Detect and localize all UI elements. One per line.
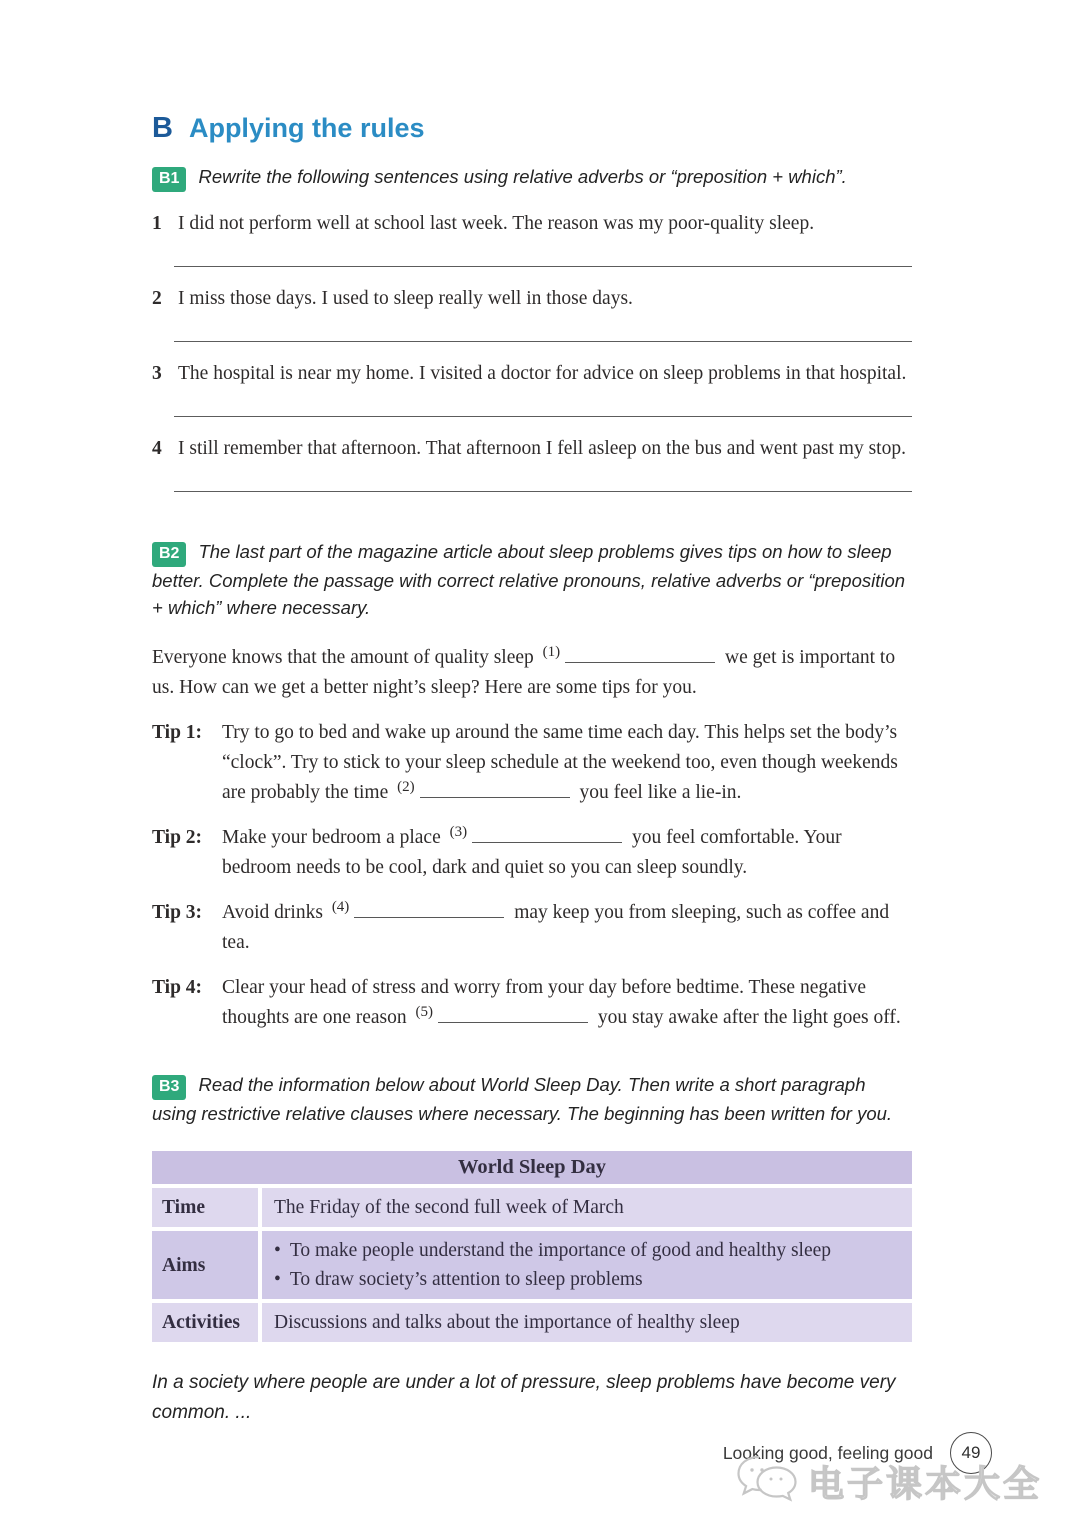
passage-intro: Everyone knows that the amount of quality sleep $^{(1)}$ we get is important to us. How can we get a better night’s sleep? Here are some tips for you. <box>152 644 896 698</box>
b1-items-list <box>152 209 912 492</box>
exercise-item <box>152 434 912 464</box>
bullet-icon: • <box>274 1240 281 1261</box>
exercise-b3-instruction: Read the information below about World Sleep Day. Then write a short paragraph using restrictive relative clauses where necessary. The beginning has been written for you. <box>152 1074 893 1124</box>
bullet-icon: • <box>274 1269 281 1290</box>
table-row-label: Activities <box>152 1303 258 1342</box>
tip-row <box>152 898 912 958</box>
wechat-icon <box>734 1452 800 1511</box>
item-text: I miss those days. I used to sleep really well in those days. <box>178 288 633 309</box>
answer-line <box>174 341 912 342</box>
fill-in-blank <box>438 1008 588 1023</box>
answer-line <box>174 416 912 417</box>
bullet-item <box>274 1265 900 1294</box>
bullet-text: To draw society’s attention to sleep problems <box>289 1269 643 1290</box>
exercise-b2-badge: B2 <box>152 542 186 567</box>
blank-number: (5) <box>415 1004 434 1020</box>
blank-number: (4) <box>331 899 350 915</box>
exercise-b2-instruction: The last part of the magazine article about sleep problems gives tips on how to sleep better. Complete the passage with correct relative pronouns, relative adverbs or “preposition + which” where necessary. <box>152 541 906 618</box>
b2-tips-list <box>152 718 912 1033</box>
table-row-content <box>262 1231 912 1299</box>
watermark-text: 电子课本大全 <box>807 1463 1042 1504</box>
exercise-item <box>152 284 912 314</box>
item-number: 3 <box>152 363 162 384</box>
section-letter: B <box>152 112 173 144</box>
table-row-content: The Friday of the second full week of March <box>262 1188 912 1227</box>
item-text: I did not perform well at school last week. The reason was my poor-quality sleep. <box>178 213 815 234</box>
exercise-b1-badge: B1 <box>152 167 186 192</box>
page-number-badge: 49 <box>950 1432 992 1474</box>
blank-number: (1) <box>542 644 561 660</box>
tip-text: Clear your head of stress and worry from your day before bedtime. These negative thoughts are one reason $^{(5)}$ you stay awake after the light goes off. <box>222 977 901 1028</box>
exercise-b1-instruction: Rewrite the following sentences using relative adverbs or “preposition + which”. <box>198 166 847 187</box>
model-paragraph-beginning: In a society where people are under a lot of pressure, sleep problems have become very common. ... <box>152 1372 896 1423</box>
blank-number: (2) <box>397 779 415 795</box>
exercise-item <box>152 359 912 389</box>
tip-label: Tip 2: <box>152 827 203 848</box>
bullet-text: To make people understand the importance of good and healthy sleep <box>289 1240 832 1261</box>
tip-text: Make your bedroom a place $^{(3)}$ you feel comfortable. Your bedroom needs to be cool, dark and quiet so you can sleep soundly. <box>222 824 842 878</box>
exercise-b1-header <box>152 163 912 192</box>
section-heading <box>152 112 912 145</box>
item-text: The hospital is near my home. I visited a doctor for advice on sleep problems in that hospital. <box>178 363 907 384</box>
exercise-b3-header <box>152 1071 912 1127</box>
tip-text: Avoid drinks $^{(4)}$ may keep you from sleeping, such as coffee and tea. <box>222 899 890 953</box>
unit-strapline: Looking good, feeling good <box>722 1442 933 1463</box>
tip-label: Tip 3: <box>152 902 203 923</box>
table-title: World Sleep Day <box>152 1151 912 1184</box>
exercise-item <box>152 209 912 239</box>
table-row-content: Discussions and talks about the importance of healthy sleep <box>262 1303 912 1342</box>
fill-in-blank <box>472 828 622 843</box>
tip-label: Tip 4: <box>152 977 203 998</box>
fill-in-blank <box>420 783 570 798</box>
item-text: I still remember that afternoon. That afternoon I fell asleep on the bus and went past my stop. <box>178 438 906 459</box>
section-title: Applying the rules <box>188 113 425 143</box>
bullet-item <box>274 1236 900 1265</box>
item-number: 4 <box>152 438 162 459</box>
tip-row <box>152 973 912 1033</box>
tip-row <box>152 718 912 808</box>
publisher-watermark <box>734 1452 1042 1511</box>
exercise-b3-badge: B3 <box>152 1075 186 1100</box>
answer-line <box>174 491 912 492</box>
table-row-label: Aims <box>152 1231 258 1299</box>
fill-in-blank <box>354 903 504 918</box>
tip-label: Tip 1: <box>152 722 203 743</box>
tip-text: Try to go to bed and wake up around the same time each day. This helps set the body’s “clock”. Try to stick to your sleep schedule at the weekend too, even though weekends are probably the time $^{(2)}$ you feel like a lie-in. <box>222 722 898 803</box>
world-sleep-day-table <box>152 1151 912 1342</box>
exercise-b2-header <box>152 538 912 621</box>
item-number: 2 <box>152 288 162 309</box>
table-row-label: Time <box>152 1188 258 1227</box>
tip-row <box>152 823 912 883</box>
item-number: 1 <box>152 213 162 234</box>
blank-number: (3) <box>449 824 468 840</box>
fill-in-blank <box>565 648 715 663</box>
answer-line <box>174 266 912 267</box>
